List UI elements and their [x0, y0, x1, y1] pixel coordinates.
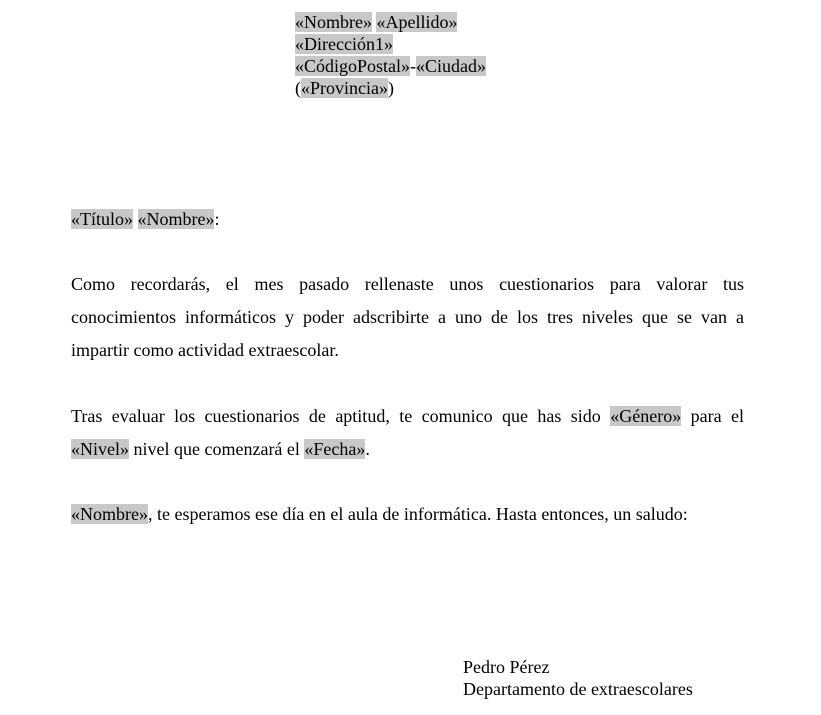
- address-city-line: [295, 55, 486, 77]
- greeting-line: [71, 203, 744, 236]
- recipient-address-block: [295, 11, 486, 99]
- merge-field-title[interactable]: «Título»: [71, 209, 133, 229]
- paragraph2-text-middle: nivel que comenzará el: [129, 439, 305, 459]
- paragraph2-text-start: Tras evaluar los cuestionarios de aptitud, te comunico que has sido: [71, 406, 611, 426]
- merge-field-greeting-name[interactable]: «Nombre»: [137, 209, 215, 229]
- paragraph3-text: , te esperamos ese día en el aula de informática. Hasta entonces, un saludo:: [147, 504, 688, 524]
- body-paragraph-2: [71, 400, 744, 466]
- province-close-paren: ): [388, 78, 394, 98]
- merge-field-postal-code[interactable]: «CódigoPostal»: [295, 56, 411, 76]
- signature-department: Departamento de extraescolares: [463, 679, 693, 699]
- body-paragraph-1: [71, 268, 744, 367]
- signature-name: Pedro Pérez: [463, 657, 550, 677]
- paragraph2-period: .: [365, 439, 370, 459]
- merge-field-level[interactable]: «Nivel»: [71, 439, 129, 459]
- paragraph1-line2: conocimientos informáticos y poder adscribirte a uno de los tres niveles que se van a: [71, 307, 744, 327]
- paragraph1-line3: impartir como actividad extraescolar.: [71, 340, 339, 360]
- merge-field-first-name[interactable]: «Nombre»: [295, 12, 372, 32]
- province-open-paren: (: [295, 78, 301, 98]
- merge-field-province[interactable]: «Provincia»: [301, 78, 388, 98]
- merge-field-date[interactable]: «Fecha»: [304, 439, 366, 459]
- paragraph1-line1: Como recordarás, el mes pasado rellenaste unos cuestionarios para valorar tus: [71, 274, 744, 294]
- merge-field-last-name[interactable]: «Apellido»: [376, 12, 458, 32]
- paragraph2-line2: [71, 433, 744, 466]
- paragraph2-text-end: para el: [681, 406, 744, 426]
- signature-block: [463, 656, 693, 700]
- merge-field-closing-name[interactable]: «Nombre»: [71, 504, 148, 524]
- paragraph2-line1: [71, 400, 744, 433]
- address-street-line: [295, 33, 486, 55]
- address-name-line: [295, 11, 486, 33]
- address-separator: -: [410, 56, 417, 76]
- merge-field-gender[interactable]: «Género»: [610, 406, 682, 426]
- address-province-line: [295, 77, 486, 99]
- merge-field-city[interactable]: «Ciudad»: [416, 56, 487, 76]
- body-paragraph-3: [71, 498, 744, 531]
- merge-field-address1[interactable]: «Dirección1»: [295, 34, 393, 54]
- greeting-colon: :: [214, 209, 220, 229]
